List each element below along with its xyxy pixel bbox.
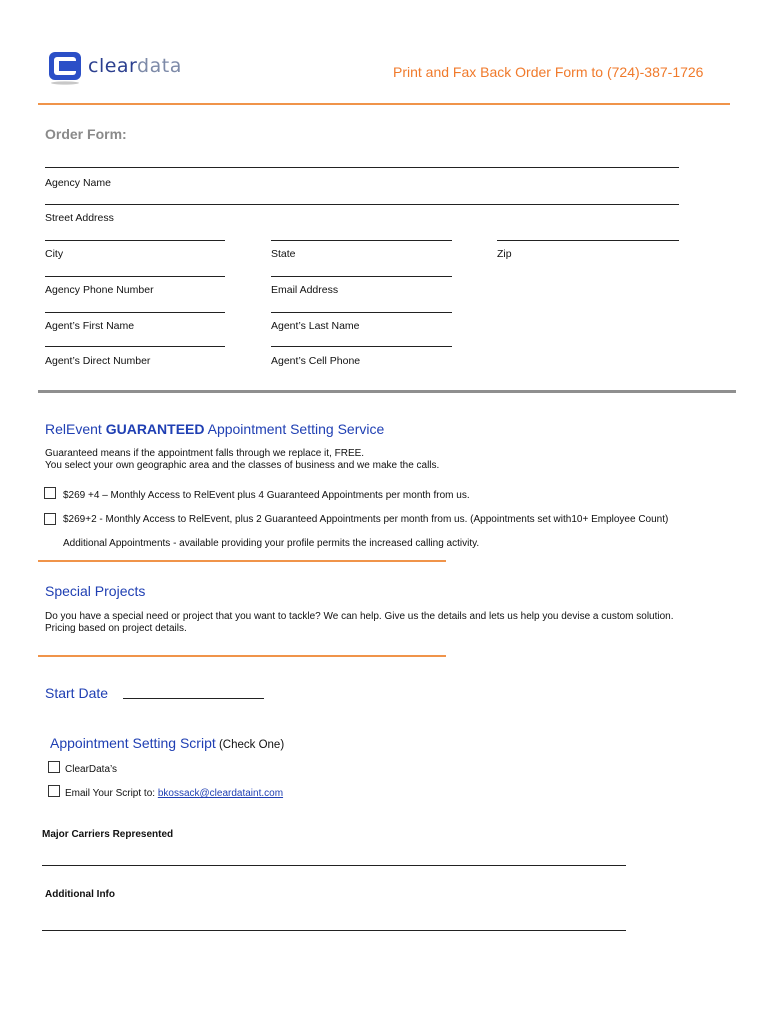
first-name-label: Agent’s First Name — [45, 320, 135, 332]
last-name-input[interactable] — [271, 312, 452, 313]
relevent-option1-checkbox[interactable] — [44, 487, 56, 499]
relevent-option2-checkbox[interactable] — [44, 513, 56, 525]
zip-input[interactable] — [497, 240, 679, 241]
state-label: State — [271, 248, 296, 260]
city-input[interactable] — [45, 240, 225, 241]
relevent-option1-label: $269 +4 – Monthly Access to RelEvent plus 4 Guaranteed Appointments per month from us. — [63, 490, 470, 501]
state-input[interactable] — [271, 240, 452, 241]
start-date-input[interactable] — [123, 698, 264, 699]
email-input[interactable] — [271, 276, 452, 277]
direct-number-input[interactable] — [45, 346, 225, 347]
email-label: Email Address — [271, 284, 339, 296]
order-form-title: Order Form: — [45, 126, 127, 142]
additional-appointments-note: Additional Appointments - available providing your profile permits the increased calling activity. — [63, 538, 480, 549]
script-cleardata-label: ClearData’s — [65, 764, 118, 775]
city-label: City — [45, 248, 64, 260]
first-name-input[interactable] — [45, 312, 225, 313]
zip-label: Zip — [497, 248, 512, 260]
start-date-label: Start Date — [45, 685, 109, 701]
additional-info-label: Additional Info — [45, 889, 115, 900]
email-link[interactable]: bkossack@cleardataint.com — [157, 788, 284, 799]
script-title: Appointment Setting Script (Check One) — [50, 735, 285, 751]
carriers-label: Major Carriers Represented — [42, 829, 174, 840]
additional-info-input[interactable] — [42, 930, 626, 931]
relevent-description: Guaranteed means if the appointment falls through we replace it, FREE. You select your own geographic area and the classes of business and we make the calls. — [45, 448, 440, 471]
script-cleardata-checkbox[interactable] — [48, 761, 60, 773]
cell-phone-label: Agent’s Cell Phone — [271, 355, 361, 367]
direct-number-label: Agent’s Direct Number — [45, 355, 151, 367]
cleardata-logo-text: cleardata — [88, 55, 182, 77]
street-address-label: Street Address — [45, 212, 114, 224]
relevent-divider — [38, 560, 446, 562]
header-divider — [38, 103, 730, 105]
carriers-input[interactable] — [42, 865, 626, 866]
script-email-label: Email Your Script to: bkossack@cleardataint.com — [65, 788, 284, 799]
special-projects-divider — [38, 655, 446, 657]
agency-name-label: Agency Name — [45, 177, 111, 189]
agency-phone-input[interactable] — [45, 276, 225, 277]
agency-name-input[interactable] — [45, 167, 679, 168]
cleardata-logo-icon — [48, 51, 82, 85]
fax-instruction: Print and Fax Back Order Form to (724)-387-1726 — [393, 64, 704, 80]
last-name-label: Agent’s Last Name — [271, 320, 360, 332]
script-email-checkbox[interactable] — [48, 785, 60, 797]
relevent-option2-label: $269+2 - Monthly Access to RelEvent, plus 2 Guaranteed Appointments per month from us. (Appointments set with10+ Employee Count) — [63, 514, 669, 525]
special-projects-description: Do you have a special need or project that you want to tackle? We can help. Give us the details and lets us help you devise a custom solution. Pricing based on project details. — [45, 611, 674, 634]
cell-phone-input[interactable] — [271, 346, 452, 347]
agency-phone-label: Agency Phone Number — [45, 284, 154, 296]
street-address-input[interactable] — [45, 204, 679, 205]
section-divider — [38, 390, 736, 393]
relevent-title: RelEvent GUARANTEED Appointment Setting Service — [45, 421, 385, 437]
special-projects-title: Special Projects — [45, 583, 146, 599]
